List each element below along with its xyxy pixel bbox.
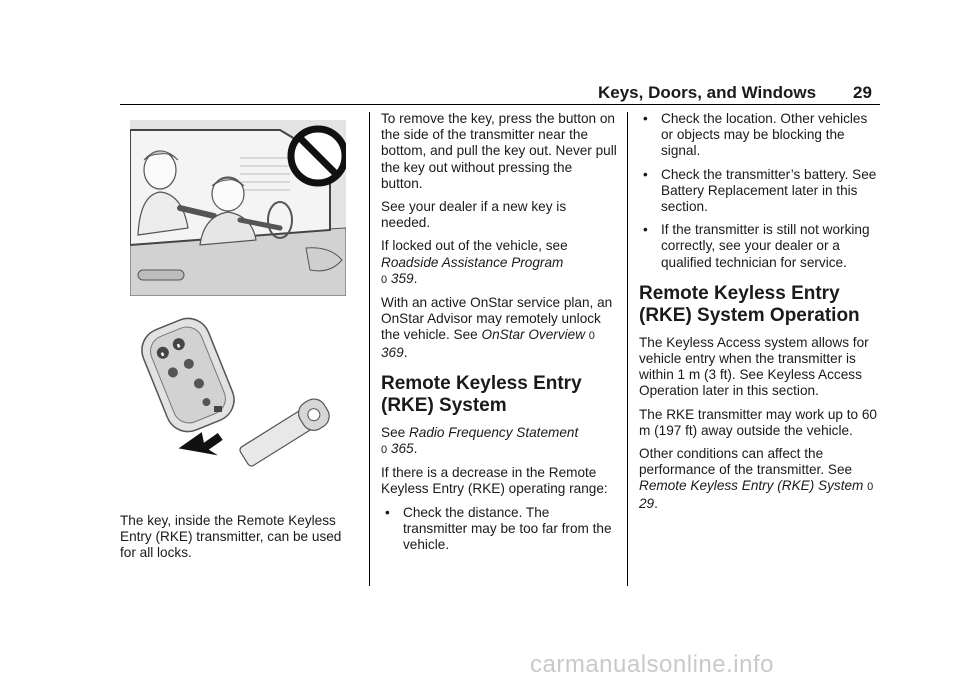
range-paragraph: The RKE transmitter may work up to 60 m (197 ft) away outside the vehicle. bbox=[639, 406, 877, 438]
battery-replacement-link[interactable]: Battery Replacement bbox=[661, 182, 788, 198]
page-ref-arrow-icon: 0 bbox=[381, 273, 388, 286]
key-caption: The key, inside the Remote Keyless Entry (RKE) transmitter, can be used for all locks. bbox=[120, 513, 342, 561]
left-column bbox=[120, 513, 360, 569]
onstar-paragraph: With an active OnStar service plan, an OnStar Advisor may remotely unlock the vehicle. See OnStar Overview 0 369. bbox=[381, 295, 613, 360]
rke-system-heading: Remote Keyless Entry (RKE) System bbox=[381, 372, 582, 416]
section-title: Keys, Doors, and Windows bbox=[598, 83, 817, 102]
page-ref-arrow-icon: 0 bbox=[867, 481, 874, 494]
rke-operation-heading: Remote Keyless Entry (RKE) System Operation bbox=[639, 282, 860, 326]
bullet-icon: • bbox=[643, 222, 648, 238]
header-rule bbox=[120, 104, 880, 105]
other-conditions-paragraph: Other conditions can affect the performance of the transmitter. See Remote Keyless Entry (RKE) System 0 29. bbox=[639, 446, 874, 511]
radio-frequency-page-link[interactable]: 365 bbox=[390, 441, 414, 457]
page-ref-arrow-icon: 0 bbox=[381, 444, 388, 457]
remove-key-paragraph: To remove the key, press the button on the side of the transmitter near the bottom, and pull the key out. Never pull the key out without pressing the button. bbox=[381, 111, 617, 191]
onstar-page-link[interactable]: 369 bbox=[381, 344, 404, 360]
bullet-icon: • bbox=[643, 166, 648, 182]
keyless-access-operation-link[interactable]: Keyless Access Operation bbox=[639, 367, 862, 399]
column-divider-left bbox=[369, 112, 370, 586]
range-decrease-paragraph: If there is a decrease in the Remote Keyless Entry (RKE) operating range: bbox=[381, 465, 608, 497]
keyless-access-paragraph: The Keyless Access system allows for vehicle entry when the transmitter is within 1 m (3 ft). See Keyless Access Operation later in this section. bbox=[639, 334, 869, 399]
bullet-icon: • bbox=[385, 504, 390, 520]
child-driver-illustration bbox=[130, 120, 346, 296]
roadside-assistance-link[interactable]: Roadside Assistance Program bbox=[381, 254, 564, 270]
middle-column bbox=[381, 111, 617, 560]
page-number: 29 bbox=[853, 83, 872, 102]
bullet-icon: • bbox=[643, 111, 648, 126]
list-item: • Check the distance. The transmitter may be too far from the vehicle. bbox=[385, 504, 612, 553]
page-ref-arrow-icon: 0 bbox=[588, 330, 595, 343]
locked-out-paragraph: If locked out of the vehicle, see Roadside Assistance Program 0 359. bbox=[381, 238, 568, 286]
rke-system-link[interactable]: Remote Keyless Entry (RKE) System bbox=[639, 478, 864, 494]
rke-system-page-link[interactable]: 29 bbox=[639, 495, 655, 511]
new-key-paragraph: See your dealer if a new key is needed. bbox=[381, 199, 567, 231]
svg-text:∎: ∎ bbox=[159, 350, 167, 359]
radio-frequency-paragraph: See Radio Frequency Statement 0 365. bbox=[381, 424, 579, 457]
list-item: • If the transmitter is still not working correctly, see your dealer or a qualified technician for service. bbox=[643, 222, 870, 270]
watermark: carmanualsonline.info bbox=[530, 651, 774, 678]
key-fob-illustration bbox=[130, 312, 346, 500]
right-column bbox=[639, 111, 879, 519]
roadside-page-link[interactable]: 359 bbox=[390, 270, 414, 286]
svg-text:∎: ∎ bbox=[175, 341, 182, 350]
list-item: • Check the transmitter’s battery. See Battery Replacement later in this section. bbox=[643, 166, 877, 215]
radio-frequency-link[interactable]: Radio Frequency Statement bbox=[408, 424, 579, 440]
onstar-overview-link[interactable]: OnStar Overview bbox=[481, 327, 586, 343]
column-divider-right bbox=[627, 112, 628, 586]
list-item: • Check the location. Other vehicles or objects may be blocking the signal. bbox=[643, 111, 868, 159]
